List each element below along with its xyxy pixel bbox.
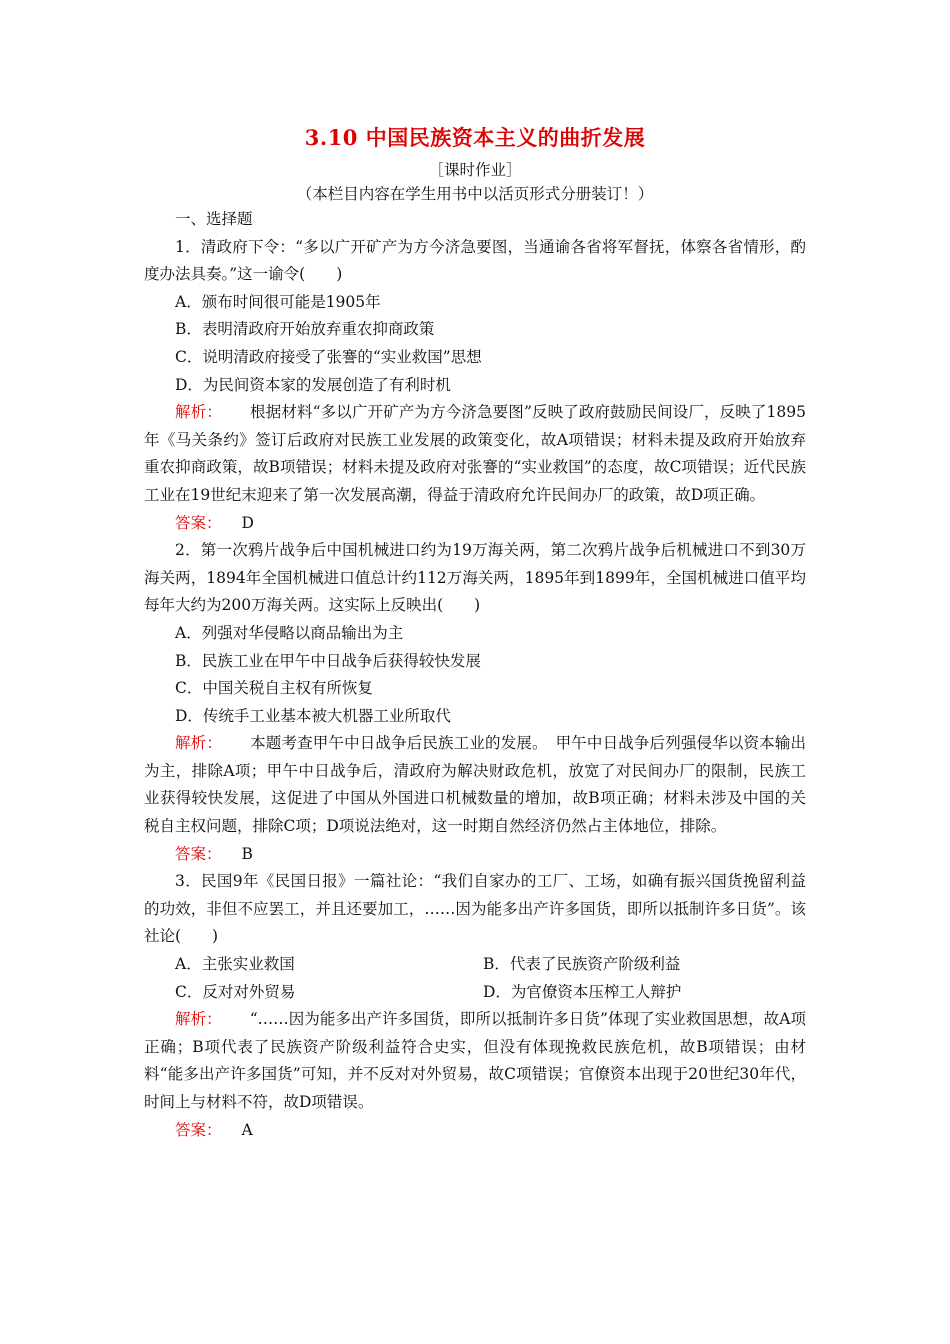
option-a: A．颁布时间很可能是1905年 — [175, 292, 381, 311]
answer — [144, 841, 806, 869]
binding-note: （本栏目内容在学生用书中以活页形式分册装订！） — [296, 185, 654, 203]
document-content — [144, 206, 806, 1144]
question-2 — [144, 537, 806, 868]
option-d: D．为官僚资本压榨工人辩护 — [483, 982, 682, 1001]
option-c: C．反对对外贸易 — [175, 982, 296, 1001]
analysis-label: 解析： — [175, 1010, 222, 1029]
analysis-label: 解析： — [175, 734, 222, 753]
question-stem: 1．清政府下令：“多以广开矿产为方今济急要图，当通谕各省将军督抚，体察各省情形，酌度办法具奏。”这一谕令( ) — [144, 237, 806, 284]
page-title: 3.10 中国民族资本主义的曲折发展 — [304, 125, 646, 150]
answer-value: D — [241, 513, 254, 532]
option-d: D．为民间资本家的发展创造了有利时机 — [175, 375, 451, 394]
page-subtitle: ［课时作业］ — [428, 161, 522, 179]
answer-value: A — [241, 1120, 253, 1139]
option-a: A．列强对华侵略以商品输出为主 — [175, 623, 404, 642]
answer-label: 答案： — [175, 844, 222, 863]
option-b: B．民族工业在甲午中日战争后获得较快发展 — [175, 651, 481, 670]
options-row — [144, 951, 806, 979]
analysis-text: 根据材料“多以广开矿产为方今济急要图”反映了政府鼓励民间设厂，反映了1895年《马关条约》签订后政府对民族工业发展的政策变化，故A项错误；材料未提及政府开始放弃重农抑商政策，故B项错误；材料未提及政府对张謇的“实业救国”的态度，故C项错误；近代民族工业在19世纪末迎来了第一次发展高潮，得益于清政府允许民间办厂的政策，故D项正确。 — [144, 403, 806, 504]
option-c: C．中国关税自主权有所恢复 — [175, 679, 373, 698]
answer — [144, 510, 806, 538]
analysis-text: “……因为能多出产许多国货，即所以抵制许多日货”体现了实业救国思想，故A项正确；B项代表了民族资产阶级利益符合史实，但没有体现挽救民族危机，故B项错误；由材料“能多出产许多国货”可知，并不反对对外贸易，故C项错误；官僚资本出现于20世纪30年代，时间上与材料不符，故D项错误。 — [144, 1010, 806, 1111]
analysis-label: 解析： — [175, 403, 222, 422]
option-d: D．传统手工业基本被大机器工业所取代 — [175, 706, 451, 725]
analysis — [144, 1006, 806, 1116]
analysis — [144, 399, 806, 509]
options-row — [144, 979, 806, 1007]
question-stem: 3．民国9年《民国日报》一篇社论：“我们自家办的工厂、工场，如确有振兴国货挽留利益的功效，非但不应罢工，并且还要加工，……因为能多出产许多国货，即所以抵制许多日货”。该社论( ) — [144, 872, 806, 946]
option-b: B．代表了民族资产阶级利益 — [483, 955, 681, 974]
analysis — [144, 730, 806, 840]
question-stem: 2．第一次鸦片战争后中国机械进口约为19万海关两，第二次鸦片战争后机械进口不到30万海关两，1894年全国机械进口值总计约112万海关两，1895年到1899年，全国机械进口值平均每年大约为200万海关两。这实际上反映出( ) — [144, 541, 806, 615]
question-1 — [144, 234, 806, 538]
answer-value: B — [241, 844, 253, 863]
option-c: C．说明清政府接受了张謇的“实业救国”思想 — [175, 347, 482, 366]
option-b: B．表明清政府开始放弃重农抑商政策 — [175, 320, 435, 339]
section-title: 一、选择题 — [175, 210, 253, 228]
analysis-text: 本题考查甲午中日战争后民族工业的发展。 甲午中日战争后列强侵华以资本输出为主，排除A项；甲午中日战争后，清政府为解决财政危机，放宽了对民间办厂的限制，民族工业获得较快发展，这促进了中国从外国进口机械数量的增加，故B项正确；材料未涉及中国的关税自主权问题，排除C项；D项说法绝对，这一时期自然经济仍然占主体地位，排除。 — [144, 734, 806, 836]
question-3 — [144, 868, 806, 1144]
answer — [144, 1117, 806, 1145]
answer-label: 答案： — [175, 1120, 222, 1139]
answer-label: 答案： — [175, 513, 222, 532]
option-a: A．主张实业救国 — [175, 955, 295, 974]
